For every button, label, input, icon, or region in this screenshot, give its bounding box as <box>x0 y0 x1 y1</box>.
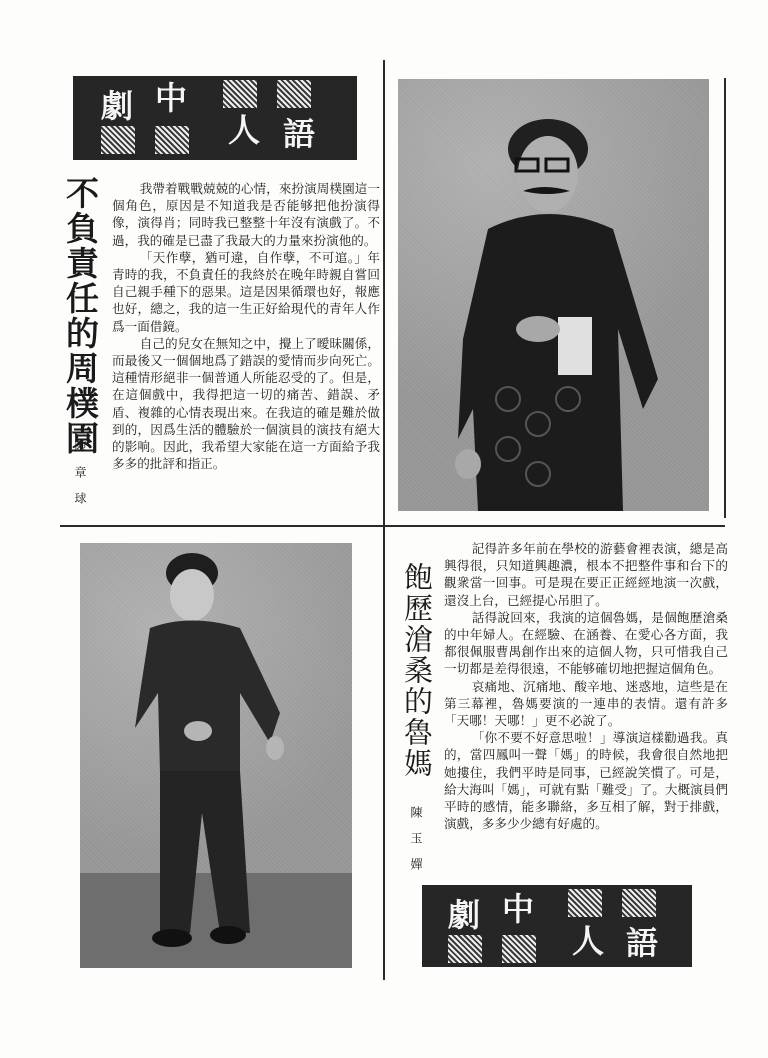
banner-char: 語 <box>283 115 316 153</box>
frame-center-horizontal-line <box>60 525 725 527</box>
hatch-block-icon <box>101 126 135 154</box>
article1-author: 陳章球 <box>73 440 87 518</box>
paragraph: 話得說回來，我演的這個魯媽，是個飽歷滄桑的中年婦人。在經驗、在涵養、在愛心各方面，我都很佩服曹禺創作出來的這個人物，只可惜我自己一切都是差得很遠，不能够確切地把握這個角色。 <box>444 609 728 677</box>
banner-char: 語 <box>626 924 659 962</box>
top-banner <box>73 76 357 160</box>
hatch-block-icon <box>448 935 482 963</box>
paragraph: 記得許多年前在學校的游藝會裡表演，總是高興得很，只知道興趣濃，根本不把整件事和台下的觀衆當一回事。可是現在要正正經經地演一次戲，還沒上台，已經提心吊胆了。 <box>444 541 728 608</box>
hatch-block-icon <box>277 80 311 108</box>
banner-char: 人 <box>572 922 605 960</box>
paragraph: 「天作孽，猶可違，自作孽，不可逭。」年青時的我，不負責任的我終於在晚年時親自嘗回自己親手種下的惡果。這是因果循環也好，報應也好，總之，我的這一生正好給現代的青年人作爲一面借鏡。 <box>112 249 380 334</box>
paragraph: 自己的兒女在無知之中，攪上了曖昧關係，而最後又一個個地爲了錯誤的愛情而步向死亡。這種情形絕非一個普通人所能忍受的了。但是，在這個戲中，我得把這一切的痛苦、錯誤、矛盾、複雜的心情表現出來。在我這的確是難於做到的，因爲生活的體驗於一個演員的演技有絕大的影响。因此，我希望大家能在這一方面給予我多多的批評和指正。 <box>112 335 380 472</box>
hatch-block-icon <box>502 935 536 963</box>
photo-actor-zhou-puyuan <box>398 79 709 511</box>
paragraph: 「你不要不好意思啦！」導演這樣勸過我。真的，當四鳳叫一聲「媽」的時候，我會很自然地把她摟住，我們平時是同事，已經說笑慣了。可是，給大海叫「媽」，可就有點「難受」了。大概演員們平時的感情，能多聯絡，多互相了解，對于排戲，演戲，多多少少總有好處的。 <box>444 730 728 832</box>
banner-char: 劇 <box>448 896 481 934</box>
article2-body <box>444 540 728 832</box>
hatch-block-icon <box>568 889 602 917</box>
article1-body <box>112 180 380 472</box>
frame-center-vertical-line <box>383 60 385 980</box>
banner-char: 人 <box>228 111 261 149</box>
paragraph: 我帶着戰戰兢兢的心情，來扮演周樸園這一個角色，原因是不知道我是否能够把他扮演得像，演得肖；同時我已整整十年沒有演戲了。不過，我的確是已盡了我最大的力量來扮演他的。 <box>112 181 380 248</box>
banner-char: 中 <box>155 79 188 117</box>
banner-char: 劇 <box>101 87 134 125</box>
hatch-block-icon <box>155 126 189 154</box>
banner-char: 中 <box>502 890 535 928</box>
actress-figure-illustration <box>80 543 352 968</box>
paragraph: 哀痛地、沉痛地、酸辛地、迷惑地，這些是在第三幕裡，魯媽要演的一連串的表情。還有許多「天哪！天哪！」更不必說了。 <box>444 678 728 729</box>
actor-figure-illustration <box>398 79 709 511</box>
bottom-banner <box>422 885 692 967</box>
photo-actress-lu-ma <box>80 543 352 968</box>
article1-title: 不負責任的周樸園 <box>61 176 100 456</box>
article2-author: 陳玉嬋 <box>409 806 423 884</box>
article2-title: 飽歷滄桑的魯媽 <box>400 562 434 779</box>
hatch-block-icon <box>622 889 656 917</box>
hatch-block-icon <box>223 80 257 108</box>
frame-right-vertical-line <box>724 78 726 518</box>
